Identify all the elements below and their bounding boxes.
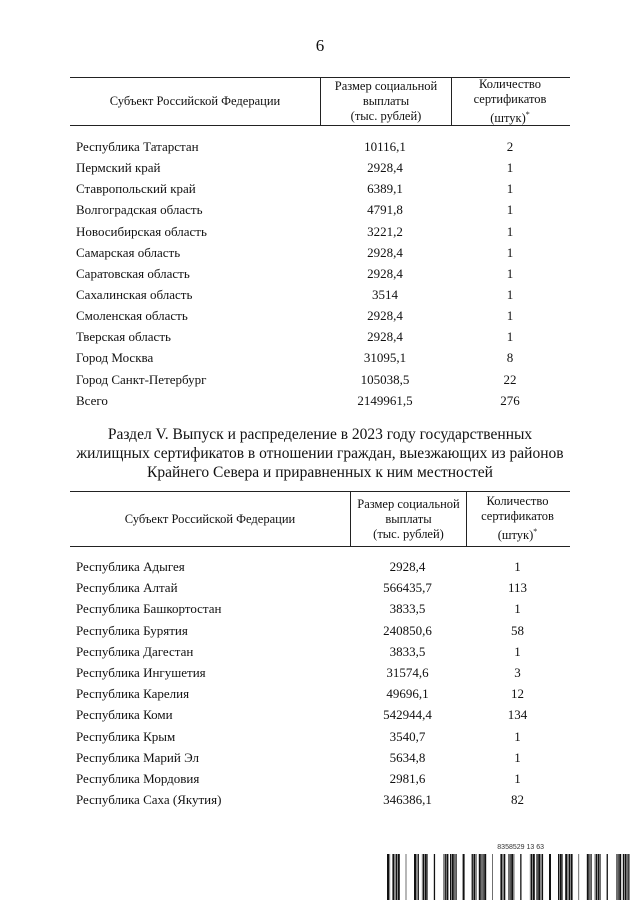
header-payment: Размер социальной выплаты (тыс. рублей) bbox=[350, 492, 467, 546]
row-amount: 4791,8 bbox=[367, 202, 403, 218]
row-amount: 2149961,5 bbox=[357, 392, 413, 408]
row-count: 1 bbox=[506, 308, 514, 324]
row-name: Республика Крым bbox=[76, 728, 176, 744]
row-name: Пермский край bbox=[76, 160, 161, 176]
table-1 bbox=[70, 77, 570, 411]
row-count: 1 bbox=[514, 728, 521, 744]
row-name: Тверская область bbox=[76, 329, 171, 345]
row-name: Республика Алтай bbox=[76, 580, 178, 596]
row-amount: 31095,1 bbox=[363, 350, 407, 366]
row-count: 1 bbox=[514, 559, 521, 574]
row-amount: 2928,4 bbox=[367, 308, 403, 324]
row-amount: 105038,5 bbox=[360, 371, 410, 387]
row-count: 1 bbox=[514, 770, 521, 786]
row-name: Республика Ингушетия bbox=[76, 664, 206, 680]
row-amount: 346386,1 bbox=[383, 792, 432, 808]
row-amount: 5634,8 bbox=[389, 749, 426, 765]
row-name: Город Москва bbox=[76, 350, 154, 366]
table-1-header bbox=[70, 77, 570, 126]
row-amount: 542944,4 bbox=[383, 707, 432, 723]
header-count: Количество сертификатов (штук)* bbox=[481, 494, 554, 543]
table-row bbox=[70, 556, 570, 577]
row-count: 8 bbox=[506, 350, 514, 366]
table-row bbox=[70, 577, 570, 598]
table-row bbox=[70, 768, 570, 789]
barcode-caption: 8358529 13 63 bbox=[497, 844, 544, 851]
table-row bbox=[70, 199, 570, 220]
row-count: 1 bbox=[514, 601, 521, 617]
row-count: 58 bbox=[511, 622, 524, 638]
row-amount: 2928,4 bbox=[389, 559, 426, 574]
row-count: 1 bbox=[506, 329, 514, 345]
row-count: 1 bbox=[514, 643, 521, 659]
row-name: Республика Карелия bbox=[76, 686, 190, 702]
row-amount: 10116,1 bbox=[364, 139, 406, 154]
table-1-body bbox=[70, 136, 570, 411]
row-name: Новосибирская область bbox=[76, 223, 207, 239]
row-name: Республика Мордовия bbox=[76, 770, 200, 786]
row-amount: 3514 bbox=[372, 286, 398, 302]
table-row bbox=[70, 157, 570, 178]
row-count: 134 bbox=[507, 707, 528, 723]
table-row bbox=[70, 704, 570, 725]
row-amount: 566435,7 bbox=[383, 580, 432, 596]
row-count: 1 bbox=[506, 202, 514, 218]
row-count: 1 bbox=[506, 244, 514, 260]
row-amount: 240850,6 bbox=[383, 622, 432, 638]
row-count: 1 bbox=[506, 181, 514, 197]
table-row bbox=[70, 789, 570, 810]
row-name: Саратовская область bbox=[76, 265, 190, 281]
row-count: 2 bbox=[506, 139, 514, 154]
row-amount: 2928,4 bbox=[367, 329, 403, 345]
row-name: Город Санкт-Петербург bbox=[76, 371, 207, 387]
row-name: Самарская область bbox=[76, 244, 181, 260]
row-count: 276 bbox=[500, 392, 520, 408]
row-name: Республика Марий Эл bbox=[76, 749, 199, 765]
row-count: 12 bbox=[511, 686, 524, 702]
table-row bbox=[70, 747, 570, 768]
table-row bbox=[70, 178, 570, 199]
row-amount: 31574,6 bbox=[386, 664, 429, 680]
table-row bbox=[70, 136, 570, 157]
table-2-header bbox=[70, 491, 570, 547]
header-count: Количество сертификатов (штук)* bbox=[473, 76, 547, 126]
row-name: Республика Башкортостан bbox=[76, 601, 222, 617]
row-name: Сахалинская область bbox=[76, 286, 193, 302]
row-count: 1 bbox=[506, 160, 514, 176]
barcode-area bbox=[386, 844, 630, 902]
header-subject: Субъект Российской Федерации bbox=[124, 511, 296, 526]
table-row bbox=[70, 683, 570, 704]
table-row bbox=[70, 326, 570, 347]
table-row bbox=[70, 305, 570, 326]
row-amount: 2928,4 bbox=[367, 244, 403, 260]
footnote-mark: * bbox=[525, 109, 530, 119]
row-name: Республика Адыгея bbox=[76, 559, 185, 574]
table-row bbox=[70, 369, 570, 390]
table-row bbox=[70, 221, 570, 242]
row-count: 1 bbox=[506, 223, 514, 239]
barcode bbox=[386, 854, 630, 900]
row-amount: 49696,1 bbox=[386, 686, 429, 702]
table-row bbox=[70, 263, 570, 284]
table-row bbox=[70, 662, 570, 683]
table-row bbox=[70, 726, 570, 747]
table-row bbox=[70, 620, 570, 641]
row-name: Волгоградская область bbox=[76, 202, 203, 218]
row-name: Ставропольский край bbox=[76, 181, 196, 197]
table-2 bbox=[70, 491, 570, 810]
row-amount: 3540,7 bbox=[389, 728, 426, 744]
table-row bbox=[70, 284, 570, 305]
row-name: Республика Дагестан bbox=[76, 643, 194, 659]
row-amount: 2928,4 bbox=[367, 160, 403, 176]
row-amount: 6389,1 bbox=[367, 181, 403, 197]
row-name: Республика Татарстан bbox=[76, 139, 199, 154]
row-amount: 2981,6 bbox=[389, 770, 426, 786]
row-name: Республика Бурятия bbox=[76, 622, 188, 638]
row-amount: 3221,2 bbox=[367, 223, 403, 239]
row-name: Смоленская область bbox=[76, 308, 188, 324]
row-count: 3 bbox=[514, 664, 521, 680]
row-count: 1 bbox=[514, 749, 521, 765]
table-row bbox=[70, 598, 570, 619]
row-count: 1 bbox=[506, 265, 514, 281]
row-name: Всего bbox=[76, 392, 108, 408]
table-row bbox=[70, 347, 570, 368]
row-name: Республика Саха (Якутия) bbox=[76, 792, 222, 808]
table-row bbox=[70, 641, 570, 662]
page-number: 6 bbox=[315, 36, 325, 55]
row-count: 113 bbox=[507, 580, 528, 596]
footnote-mark: * bbox=[533, 527, 538, 537]
table-row bbox=[70, 390, 570, 411]
section-title: Раздел V. Выпуск и распределение в 2023 году государственных жилищных сертификатов в отношении граждан, выезжающих из районов Крайнего Севера и приравненных к ним местностей bbox=[76, 426, 564, 481]
row-name: Республика Коми bbox=[76, 707, 173, 723]
table-2-body bbox=[70, 556, 570, 810]
row-amount: 3833,5 bbox=[389, 601, 426, 617]
row-count: 22 bbox=[503, 371, 517, 387]
row-count: 82 bbox=[511, 792, 524, 808]
header-subject: Субъект Российской Федерации bbox=[109, 94, 281, 108]
header-payment: Размер социальной выплаты (тыс. рублей) bbox=[320, 78, 452, 125]
row-amount: 2928,4 bbox=[367, 265, 403, 281]
row-count: 1 bbox=[506, 286, 514, 302]
row-amount: 3833,5 bbox=[389, 643, 426, 659]
table-row bbox=[70, 242, 570, 263]
